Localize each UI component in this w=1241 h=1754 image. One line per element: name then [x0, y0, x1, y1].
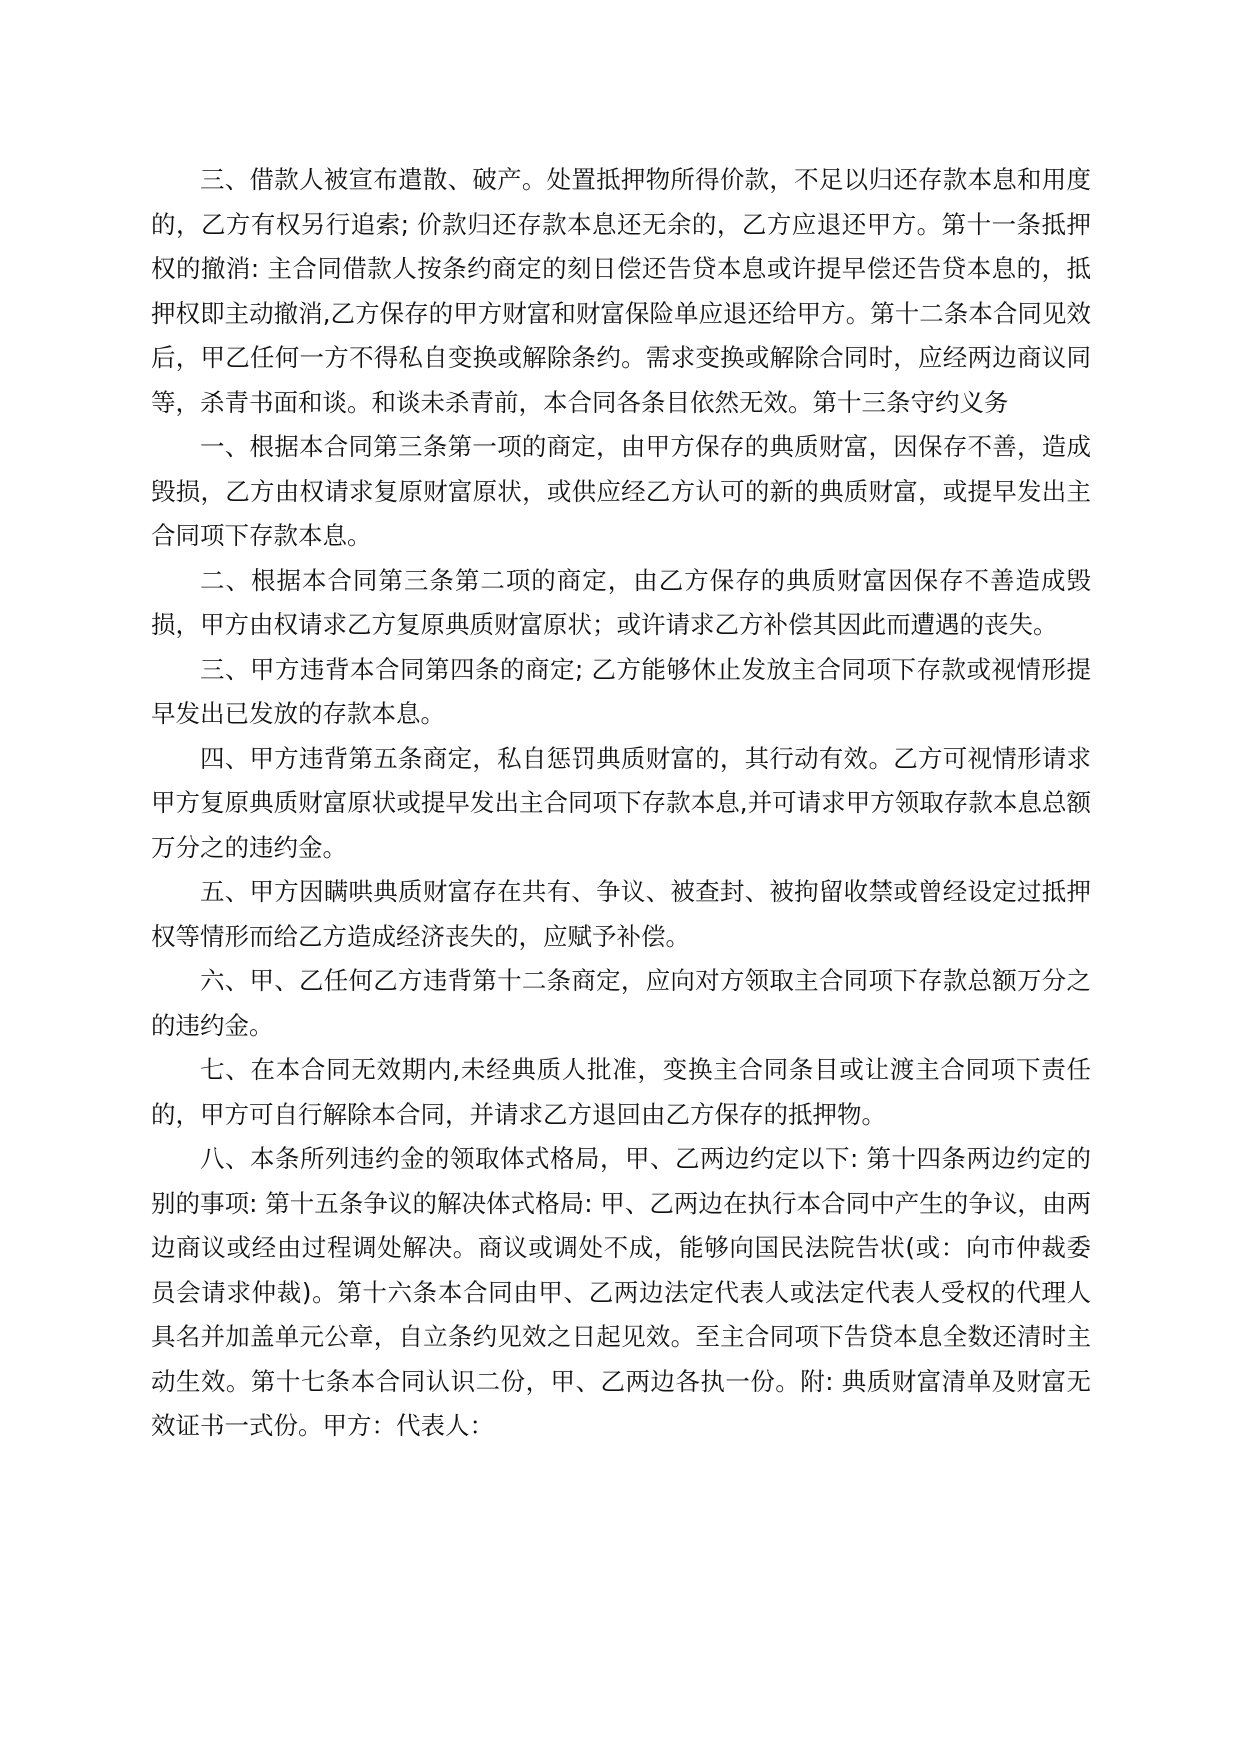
- paragraph-liability-4: 四、甲方违背第五条商定，私自惩罚典质财富的，其行动有效。乙方可视情形请求甲方复原典质财富原状或提早发出主合同项下存款本息,并可请求甲方领取存款本息总额万分之的违约金。: [151, 743, 1091, 862]
- paragraph-liability-6: 六、甲、乙任何乙方违背第十二条商定，应向对方领取主合同项下存款总额万分之的违约金。: [151, 966, 1091, 1040]
- paragraph-liability-5: 五、甲方因瞒哄典质财富存在共有、争议、被查封、被拘留收禁或曾经设定过抵押权等情形而给乙方造成经济丧失的，应赋予补偿。: [151, 877, 1091, 951]
- paragraph-clause-3-bankruptcy: 三、借款人被宣布遣散、破产。处置抵押物所得价款，不足以归还存款本息和用度的，乙方有权另行追索; 价款归还存款本息还无余的，乙方应退还甲方。第十一条抵押权的撤消: 主合同借款人按条约商定的刻日偿还告贷本息或许提早偿还告贷本息的，抵押权即主动撤消,乙方保存的甲方财富和财富保险单应退还给甲方。第十二条本合同见效后，甲乙任何一方不得私自变换或解除条约。需求变换或解除合同时，应经两边商议同等，杀青书面和谈。和谈未杀青前，本合同各条目依然无效。第十三条守约义务: [151, 165, 1091, 417]
- paragraph-liability-7: 七、在本合同无效期内,未经典质人批准，变换主合同条目或让渡主合同项下责任的，甲方可自行解除本合同，并请求乙方退回由乙方保存的抵押物。: [151, 1055, 1091, 1129]
- contract-body: [151, 158, 1091, 1449]
- paragraph-liability-8-and-final-clauses: 八、本条所列违约金的领取体式格局，甲、乙两边约定以下: 第十四条两边约定的别的事项: 第十五条争议的解决体式格局: 甲、乙两边在执行本合同中产生的争议，由两边商议或经由过程调处解决。商议或调处不成，能够向国民法院告状(或：向市仲裁委员会请求仲裁)。第十六条本合同由甲、乙两边法定代表人或法定代表人受权的代理人具名并加盖单元公章，自立条约见效之日起见效。至主合同项下告贷本息全数还清时主动生效。第十七条本合同认识二份，甲、乙两边各执一份。附: 典质财富清单及财富无效证书一式份。甲方：代表人：: [151, 1144, 1091, 1440]
- paragraph-liability-2: 二、根据本合同第三条第二项的商定，由乙方保存的典质财富因保存不善造成毁损，甲方由权请求乙方复原典质财富原状；或许请求乙方补偿其因此而遭遇的丧失。: [151, 565, 1091, 639]
- paragraph-liability-3: 三、甲方违背本合同第四条的商定; 乙方能够休止发放主合同项下存款或视情形提早发出已发放的存款本息。: [151, 654, 1091, 728]
- paragraph-liability-1: 一、根据本合同第三条第一项的商定，由甲方保存的典质财富，因保存不善，造成毁损，乙方由权请求复原财富原状，或供应经乙方认可的新的典质财富，或提早发出主合同项下存款本息。: [151, 432, 1091, 550]
